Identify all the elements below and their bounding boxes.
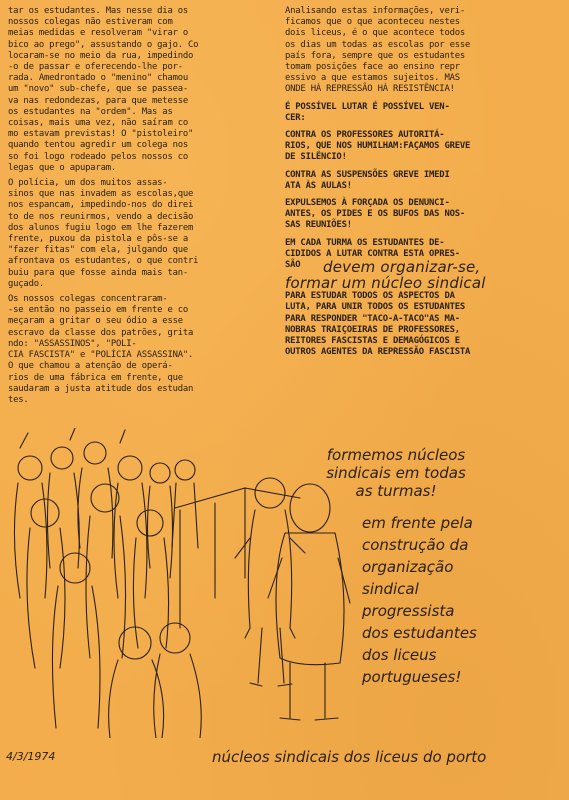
slogan-b-line-2: construção da — [362, 536, 469, 554]
document-date: 4/3/1974 — [6, 750, 56, 763]
left-paragraph-1: tar os estudantes. Mas nesse dia os nossos colegas não estiveram com meias medidas e resolveram "virar o bico ao prego", assustando o gajo. Co locaram-se no meio da rua, impedindo -o de passar e oferecendo-lhe por- rada. Amedrontado o "menino" chamou um "novo" sub-chefe, que se passea- va nas redondezas, para que metesse os estudantes na "ordem". Mas as coisas, mais uma vez, não saíram co mo estavam previstas! O "pistoleiro" quando tentou agredir um colega nos so foi logo rodeado pelos nossos co legas que o apuparam. — [8, 6, 199, 173]
left-paragraph-4: O que chamou a atenção de operá- rios de uma fábrica em frente, que saudaram a justa atitude dos estudan tes. — [8, 361, 194, 405]
slogan-b-line-3: organização — [362, 558, 454, 576]
building-outline — [175, 488, 300, 628]
call-handwritten-2: formar um núcleo sindical — [285, 274, 486, 293]
right-intro: Analisando estas informações, veri- ficamos que o que aconteceu nestes dois liceus, é o que acontece todos os dias um todas as escolas por esse país fora, sempre que os estudantes tomam posições face ao ensino repr essivo a que estamos sujeitos. MAS ONDE HÁ REPRESSÃO HÁ RESISTÊNCIA! — [285, 6, 471, 95]
call-suffix: PARA ESTUDAR TODOS OS ASPECTOS DA LUTA, PARA UNIR TODOS OS ESTUDANTES PARA RESPONDER "TACO-A-TACO"AS MA- NOBRAS TRAIÇOEIRAS DE PROFESSORES, REITORES FASCISTAS E DEMAGÓGICOS E OUTROS AGENTES DA REPRESSÃO FASCISTA — [285, 291, 471, 358]
slogan-b-line-1: em frente pela — [362, 514, 473, 532]
crowd-of-students — [14, 428, 201, 738]
slogan-block-bottom — [362, 512, 552, 688]
left-paragraph-2: O polícia, um dos muitos assas- sinos que nas invadem as escolas,que nos espancam, impedindo-nos do direi to de nos reunirmos, vendo a decisão dos alunos fugiu logo em lhe fazerem frente, puxou da pistola e pôs-se a "fazer fitas" com ela, julgando que afrontava os estudantes, o que contri buiu para que fosse ainda mais tan- guçado. — [8, 178, 199, 289]
slogan-line-2: sindicais em todas — [326, 464, 466, 482]
slogan-line-3: as turmas! — [355, 482, 437, 500]
right-column — [285, 6, 557, 358]
call-prefix: EM CADA TURMA OS ESTUDANTES DE- CIDIDOS A LUTAR CONTRA ESTA OPRES- SÃO — [285, 237, 460, 271]
left-column — [8, 6, 274, 406]
claim-1: É POSSÍVEL LUTAR É POSSÍVEL VEN- CER: — [285, 101, 450, 123]
claim-3: CONTRA AS SUSPENSÕES GREVE IMEDI ATA ÀS AULAS! — [285, 169, 450, 191]
claim-4: EXPULSEMOS À FORÇADA OS DENUNCI- ANTES, OS PIDES E OS BUFOS DAS NOS- SAS REUNIÕES! — [285, 198, 466, 231]
slogan-block-top — [296, 446, 496, 500]
officer-figure — [268, 484, 350, 720]
call-handwritten-1: devem organizar-se, — [323, 258, 481, 277]
signature: núcleos sindicais dos liceus do porto — [212, 748, 487, 766]
left-paragraph-3: Os nossos colegas concentraram- -se então no passeio em frente e co meçaram a gritar o seu ódio a esse escravo da classe dos patrões, grita ndo: "ASSASSINOS", "POLI- CIA FASCISTA" e "POLÍCIA ASSASSINA". — [8, 294, 194, 361]
slogan-b-line-8: portugueses! — [362, 668, 462, 686]
slogan-b-line-4: sindical — [362, 580, 419, 598]
slogan-line-1: formemos núcleos — [326, 446, 466, 464]
slogan-b-line-6: dos estudantes — [362, 624, 477, 642]
slogan-b-line-5: progressista — [362, 602, 455, 620]
claim-2: CONTRA OS PROFESSORES AUTORITÁ- RIOS, QUE NOS HUMILHAM:FAÇAMOS GREVE DE SILÊNCIO! — [285, 130, 471, 163]
slogan-b-line-7: dos liceus — [362, 646, 437, 664]
